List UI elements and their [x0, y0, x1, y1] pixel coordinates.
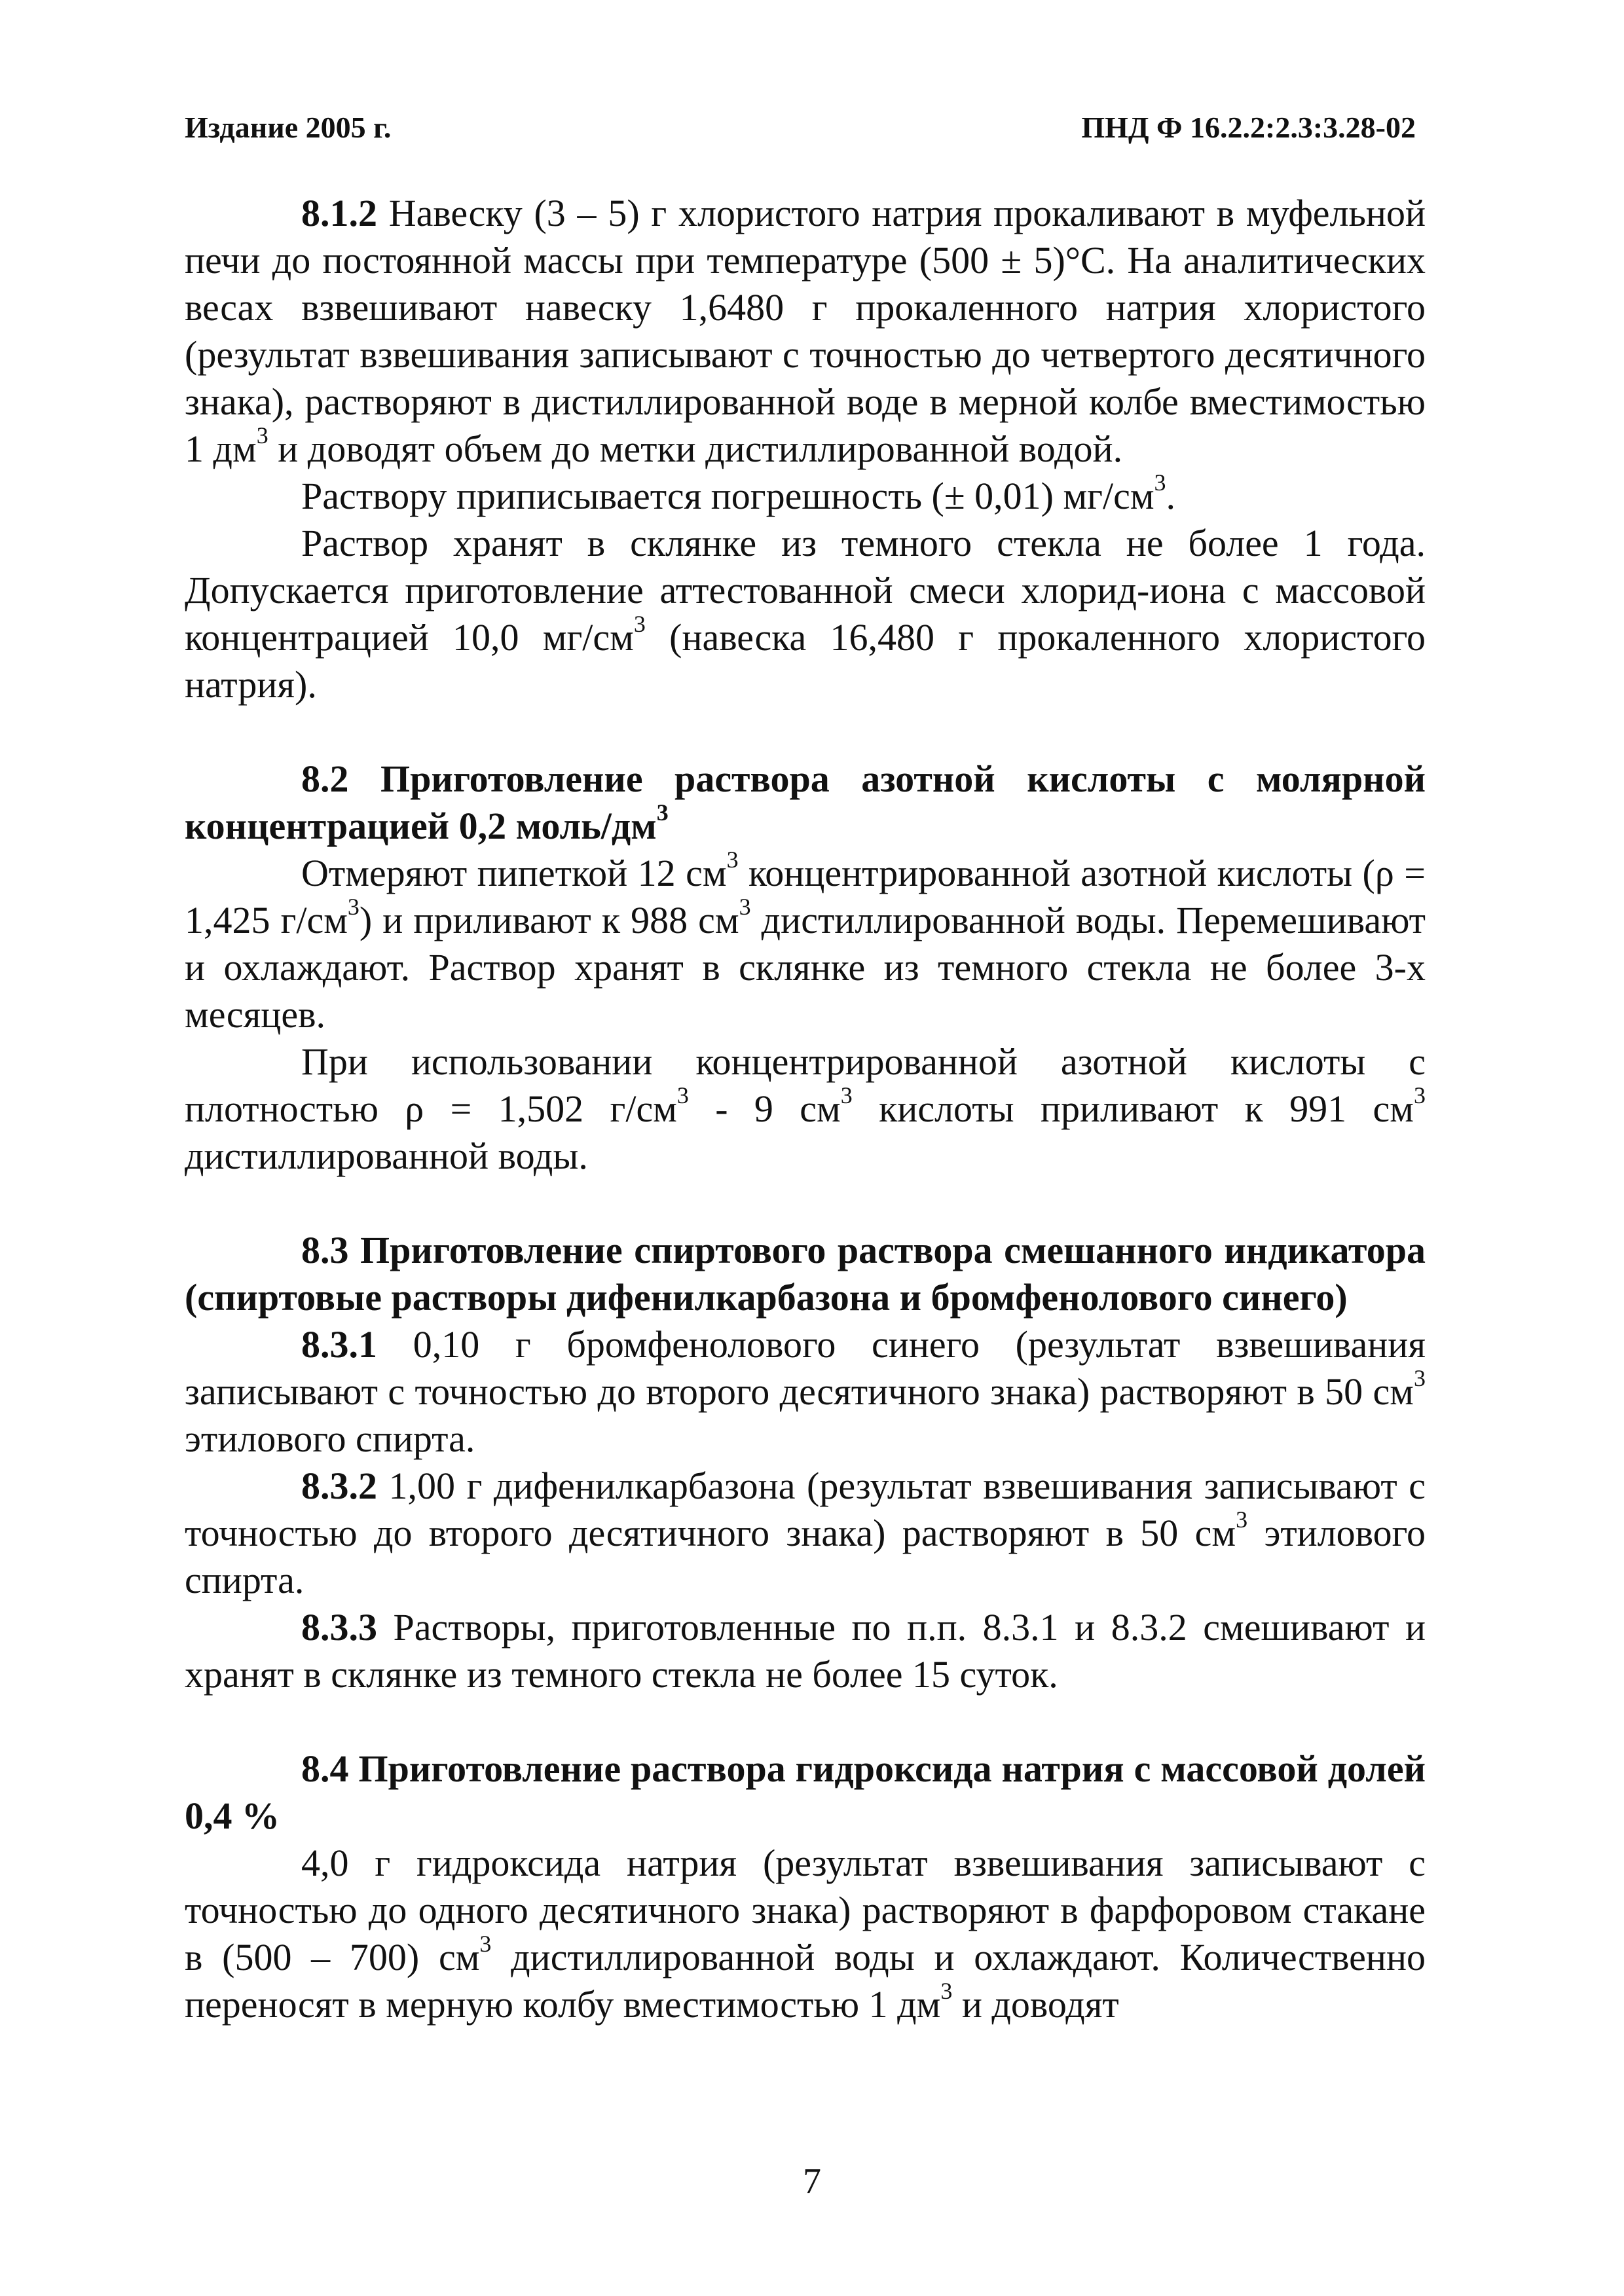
text: - 9 см — [688, 1087, 841, 1130]
superscript: 3 — [479, 1930, 492, 1957]
page-header — [185, 110, 1416, 162]
text: . — [1166, 475, 1176, 517]
paragraph-8-2-1 — [185, 846, 1426, 1038]
paragraph-8-1-2 — [185, 190, 1426, 473]
text: этилового спирта. — [185, 1417, 475, 1460]
superscript: 3 — [676, 1082, 689, 1108]
edition-label: Издание 2005 г. — [185, 111, 392, 144]
superscript: 3 — [739, 893, 751, 920]
superscript: 3 — [1154, 469, 1166, 496]
text: Отмеряют пипеткой 12 см — [301, 852, 727, 894]
superscript: 3 — [1236, 1506, 1248, 1533]
clause-number: 8.3.3 — [301, 1606, 377, 1649]
text: этилового спирта. — [185, 1512, 1426, 1601]
paragraph-8-3-2 — [185, 1463, 1426, 1604]
paragraph-error — [185, 469, 1426, 520]
superscript: 3 — [256, 422, 268, 448]
paragraph-storage — [185, 520, 1426, 708]
paragraph-8-3-1 — [185, 1321, 1426, 1463]
text: и доводят — [952, 1983, 1119, 2026]
text: дистиллированной воды. Перемешивают и охлаждают. Раствор хранят в склянке из темного стекла не более 3-х месяцев. — [185, 899, 1426, 1036]
superscript: 3 — [633, 610, 646, 637]
text: ) и приливают к 988 см — [359, 899, 739, 941]
text: 0,10 г бромфенолового синего (результат взвешивания записывают с точностью до второго десятичного знака) растворяют в 50 см — [185, 1323, 1426, 1413]
paragraph-8-3-3 — [185, 1604, 1426, 1698]
document-code: ПНД Ф 16.2.2:2.3:3.28-02 — [1081, 111, 1416, 144]
heading-8-2 — [185, 756, 1426, 850]
superscript: 3 — [726, 846, 739, 873]
text: дистиллированной воды и охлаждают. Количественно переносят в мерную колбу вместимостью 1 дм — [185, 1936, 1426, 2026]
heading-text: 8.2 Приготовление раствора азотной кислоты с молярной концентрацией 0,2 моль/дм — [185, 757, 1426, 847]
text: 4,0 г гидроксида натрия (результат взвешивания записывают с точностью до одного десятичного знака) растворяют в фарфоровом стакане в (500 – 700) см — [185, 1842, 1426, 1978]
heading-text: 8.4 Приготовление раствора гидроксида натрия с массовой долей 0,4 % — [185, 1747, 1426, 1837]
clause-number: 8.1.2 — [301, 192, 377, 234]
clause-number: 8.3.2 — [301, 1465, 377, 1507]
superscript: 3 — [940, 1977, 953, 2004]
heading-8-4 — [185, 1745, 1426, 1840]
text: 1,00 г дифенилкарбазона (результат взвешивания записывают с точностью до второго десятичного знака) растворяют в 50 см — [185, 1465, 1426, 1554]
text: Растворы, приготовленные по п.п. 8.3.1 и 8.3.2 смешивают и хранят в склянке из темного стекла не более 15 суток. — [185, 1606, 1426, 1696]
paragraph-8-4-1 — [185, 1840, 1426, 2028]
document-body — [185, 190, 1426, 2028]
text: Раствору приписывается погрешность (± 0,01) мг/см — [301, 475, 1154, 517]
superscript: 3 — [347, 893, 360, 920]
superscript: 3 — [1414, 1082, 1426, 1108]
text: кислоты приливают к 991 см — [852, 1087, 1414, 1130]
heading-text: 8.3 Приготовление спиртового раствора смешанного индикатора (спиртовые растворы дифенилкарбазона и бромфенолового синего) — [185, 1229, 1426, 1319]
superscript: 3 — [840, 1082, 853, 1108]
paragraph-8-2-2 — [185, 1038, 1426, 1180]
text: При использовании концентрированной азотной кислоты с плотностью ρ = 1,502 г/см — [185, 1040, 1426, 1130]
text: концентрированной азотной кислоты (ρ = 1,425 г/см — [185, 852, 1426, 941]
text: (навеска 16,480 г прокаленного хлористого натрия). — [185, 616, 1426, 706]
text: Раствор хранят в склянке из темного стекла не более 1 года. Допускается приготовление аттестованной смеси хлорид-иона с массовой концентрацией 10,0 мг/см — [185, 522, 1426, 659]
text: дистиллированной воды. — [185, 1135, 588, 1177]
superscript: 3 — [656, 799, 669, 826]
page-number: 7 — [803, 2161, 821, 2202]
superscript: 3 — [1414, 1364, 1426, 1391]
clause-number: 8.3.1 — [301, 1323, 377, 1366]
text: и доводят объем до метки дистиллированной водой. — [268, 428, 1123, 470]
heading-8-3 — [185, 1227, 1426, 1321]
text: Навеску (3 – 5) г хлористого натрия прокаливают в муфельной печи до постоянной массы при температуре (500 ± 5)°С. На аналитических весах взвешивают навеску 1,6480 г прокаленного натрия хлористого (результат взвешивания записывают с точностью до четвертого десятичного знака), растворяют в дистиллированной воде в мерной колбе вместимостью 1 дм — [185, 192, 1426, 470]
